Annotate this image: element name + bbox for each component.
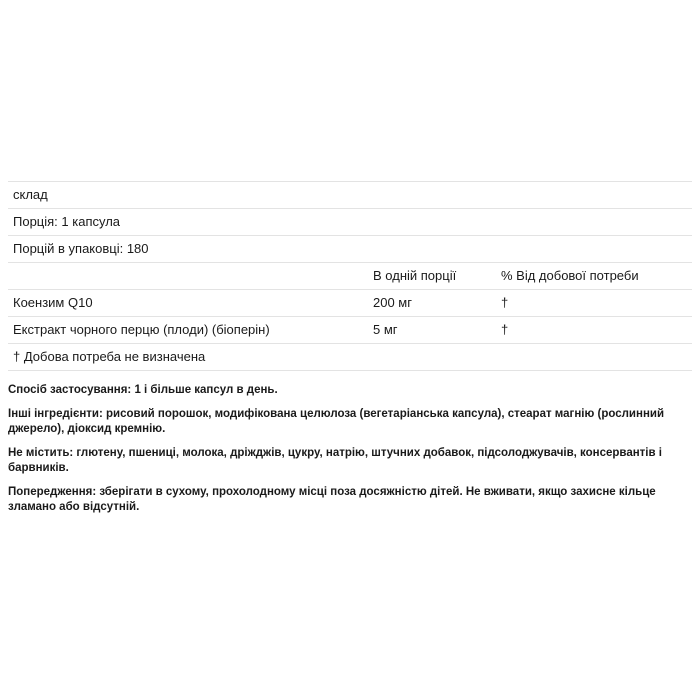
nutrient-daily-value: † bbox=[496, 317, 692, 344]
usage-note: Спосіб застосування: 1 і більше капсул в день. bbox=[8, 384, 278, 396]
serving-size-row bbox=[8, 209, 692, 236]
product-notes bbox=[8, 383, 692, 524]
footnote: † Добова потреба не визначена bbox=[8, 344, 692, 371]
supplement-facts-table bbox=[8, 181, 692, 371]
nutrient-daily-value: † bbox=[496, 290, 692, 317]
nutrient-amount: 5 мг bbox=[368, 317, 496, 344]
header-daily-value: % Від добової потреби bbox=[496, 263, 692, 290]
header-row bbox=[8, 263, 692, 290]
warning-note: Попередження: зберігати в сухому, прохолодному місці поза досяжністю дітей. Не вживати, якщо захисне кільце зламано або відсутній. bbox=[8, 486, 656, 513]
serving-size: Порція: 1 капсула bbox=[8, 209, 692, 236]
servings-per-container: Порцій в упаковці: 180 bbox=[8, 236, 692, 263]
free-of-note: Не містить: глютену, пшениці, молока, дріжджів, цукру, натрію, штучних добавок, підсолоджувачів, консервантів і барвників. bbox=[8, 447, 662, 474]
nutrient-row bbox=[8, 290, 692, 317]
header-amount: В одній порції bbox=[368, 263, 496, 290]
header-name-cell bbox=[8, 263, 368, 290]
nutrient-name: Коензим Q10 bbox=[8, 290, 368, 317]
facts-title: склад bbox=[8, 182, 692, 209]
title-row bbox=[8, 182, 692, 209]
nutrient-amount: 200 мг bbox=[368, 290, 496, 317]
nutrient-row bbox=[8, 317, 692, 344]
other-ingredients-note: Інші інгредієнти: рисовий порошок, модифікована целюлоза (вегетаріанська капсула), стеарат магнію (рослинний джерело), діоксид кремнію. bbox=[8, 408, 665, 435]
servings-per-container-row bbox=[8, 236, 692, 263]
nutrient-name: Екстракт чорного перцю (плоди) (біоперін) bbox=[8, 317, 368, 344]
footnote-row bbox=[8, 344, 692, 371]
